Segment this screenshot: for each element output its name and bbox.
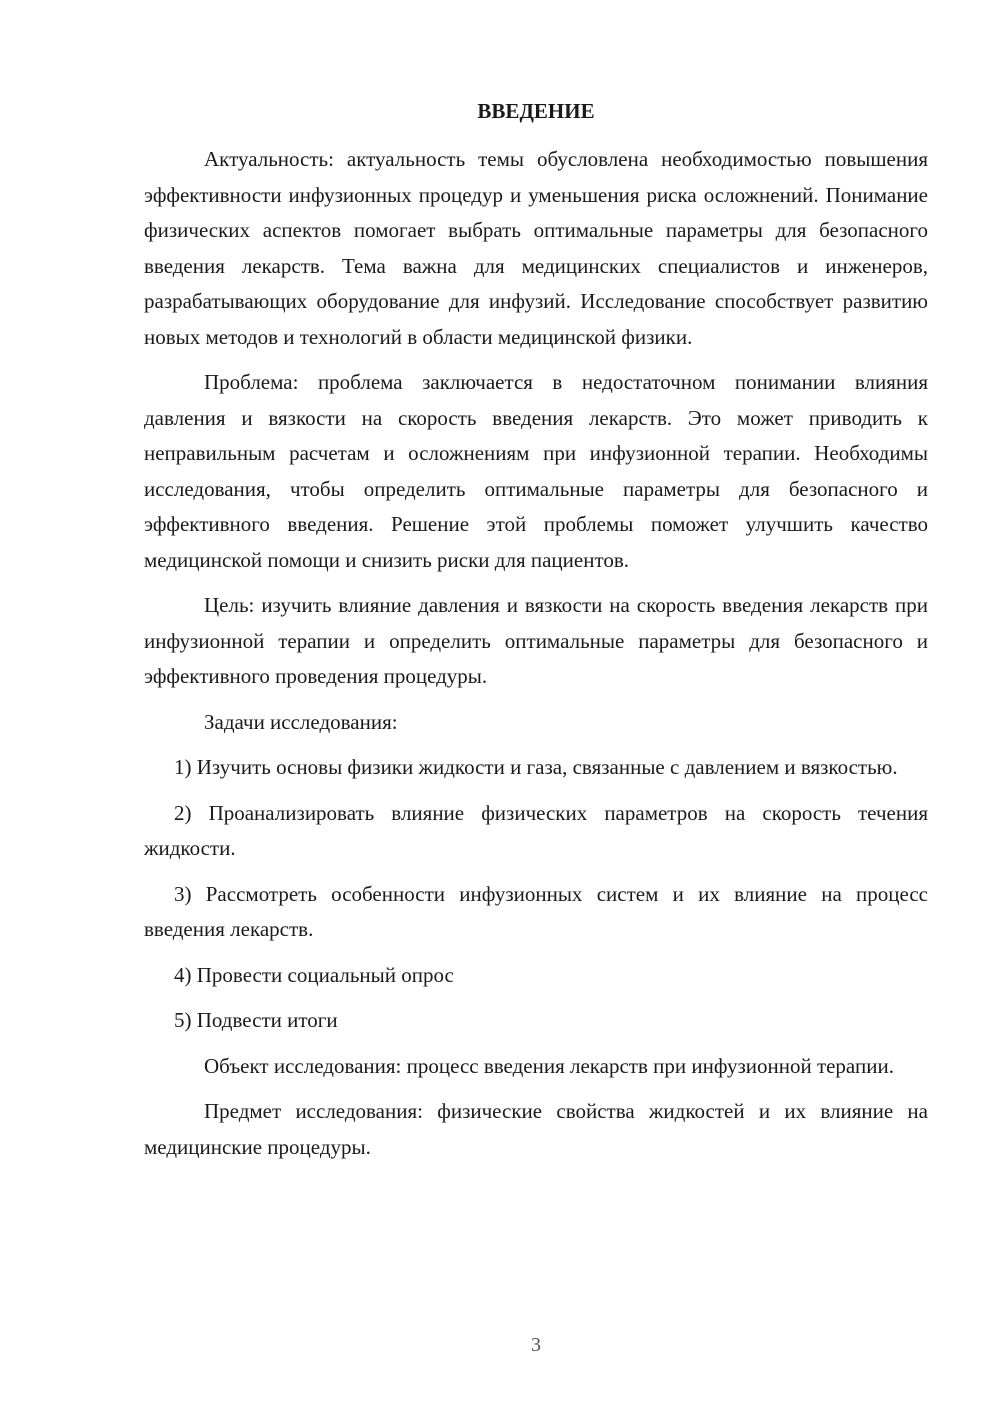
task-item: 3) Рассмотреть особенности инфузионных систем и их влияние на процесс введения лекарств.	[144, 881, 928, 941]
research-subject-paragraph: Предмет исследования: физические свойства жидкостей и их влияние на медицинские процедуры.	[144, 1099, 928, 1159]
problem-paragraph: Проблема: проблема заключается в недостаточном понимании влияния давления и вязкости на скорость введения лекарств. Это может приводить к неправильным расчетам и осложнениям при инфузионной терапии. Необходимы исследования, чтобы определить оптимальные параметры для безопасного и эффективного введения. Решение этой проблемы поможет улучшить качество медицинской помощи и снизить риски для пациентов.	[144, 370, 928, 572]
page-number: 3	[531, 1334, 541, 1356]
task-item: 1) Изучить основы физики жидкости и газа, связанные с давлением и вязкостью.	[174, 755, 898, 779]
document-body	[144, 142, 928, 1175]
task-item: 4) Провести социальный опрос	[174, 962, 454, 987]
tasks-heading: Задачи исследования:	[204, 709, 398, 734]
page-title: ВВЕДЕНИЕ	[477, 99, 595, 123]
research-object-paragraph: Объект исследования: процесс введения лекарств при инфузионной терапии.	[204, 1053, 894, 1078]
goal-paragraph: Цель: изучить влияние давления и вязкости на скорость введения лекарств при инфузионной терапии и определить оптимальные параметры для безопасного и эффективного проведения процедуры.	[144, 593, 928, 688]
task-item: 2) Проанализировать влияние физических параметров на скорость течения жидкости.	[144, 800, 928, 860]
task-item: 5) Подвести итоги	[174, 1008, 338, 1032]
relevance-paragraph: Актуальность: актуальность темы обусловлена необходимостью повышения эффективности инфузионных процедур и уменьшения риска осложнений. Понимание физических аспектов помогает выбрать оптимальные параметры для безопасного введения лекарств. Тема важна для медицинских специалистов и инженеров, разрабатывающих оборудование для инфузий. Исследование способствует развитию новых методов и технологий в области медицинской физики.	[144, 147, 928, 349]
